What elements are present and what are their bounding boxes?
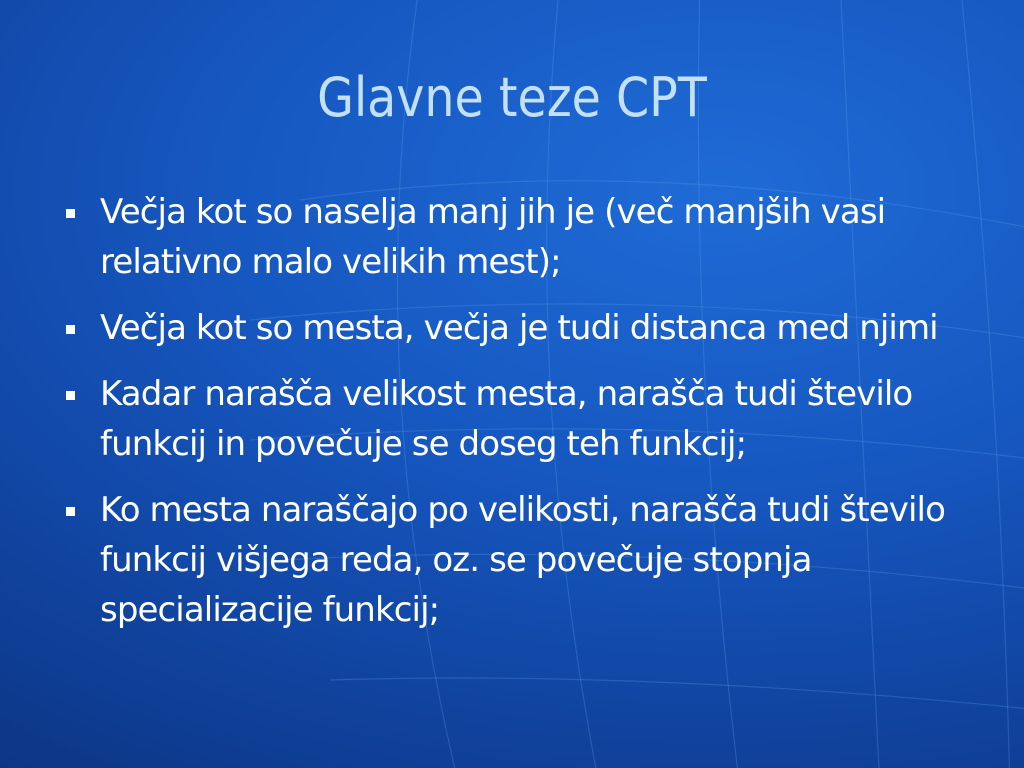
square-bullet-icon [66, 507, 75, 516]
bullet-item [60, 187, 980, 287]
bullet-item [60, 485, 980, 635]
bullet-text: Večja kot so naselja manj jih je (več manjših vasi relativno malo velikih mest); [100, 192, 886, 282]
square-bullet-icon [66, 209, 75, 218]
bullet-text: Kadar narašča velikost mesta, narašča tudi število funkcij in povečuje se doseg teh funkcij; [100, 374, 913, 464]
bullet-text: Ko mesta naraščajo po velikosti, narašča tudi število funkcij višjega reda, oz. se povečuje stopnja specializacije funkcij; [100, 490, 945, 630]
bullet-item [60, 303, 980, 353]
square-bullet-icon [66, 391, 75, 400]
bullet-item [60, 369, 980, 469]
square-bullet-icon [66, 325, 75, 334]
slide-title: Glavne teze CPT [317, 66, 707, 129]
bullet-list [60, 187, 980, 651]
bullet-text: Večja kot so mesta, večja je tudi distanca med njimi [100, 308, 938, 348]
